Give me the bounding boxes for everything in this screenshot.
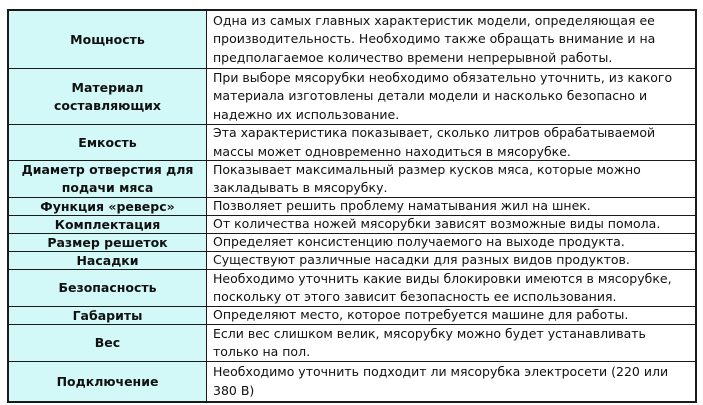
- term-label: Насадки: [76, 252, 139, 268]
- term-label: Габариты: [72, 307, 143, 323]
- term-cell: [9, 362, 207, 401]
- term-label: Размер решеток: [47, 234, 168, 250]
- term-cell: [9, 161, 207, 197]
- description-cell: [207, 69, 695, 124]
- description-text: Необходимо уточнить какие виды блокировки имеются в мясорубке, поскольку от этого зависит безопасность ее использования.: [213, 270, 672, 304]
- table-row: [9, 361, 695, 401]
- table-row: [9, 124, 695, 160]
- term-label: Вес: [94, 335, 121, 350]
- description-text: Эта характеристика показывает, сколько литров обрабатываемой массы может одновременно находиться в мясорубке.: [213, 125, 656, 159]
- description-cell: [207, 216, 695, 233]
- description-text: Позволяет решить проблему наматывания жил на шнек.: [213, 198, 591, 214]
- term-cell: [9, 198, 207, 215]
- term-cell: [9, 325, 207, 361]
- table-row: [9, 324, 695, 361]
- term-cell: [9, 252, 207, 269]
- term-label: Комплектация: [54, 216, 161, 232]
- term-cell: [9, 69, 207, 124]
- table-row: [9, 306, 695, 324]
- term-label: Безопасность: [58, 280, 157, 295]
- description-cell: [207, 161, 695, 197]
- description-text: Существуют различные насадки для разных видов продуктов.: [213, 252, 630, 268]
- description-cell: [207, 198, 695, 215]
- meat-grinder-spec-table: [7, 9, 697, 403]
- description-text: Определяют место, которое потребуется машине для работы.: [213, 307, 629, 323]
- description-cell: [207, 11, 695, 68]
- term-label: Мощность: [70, 31, 145, 47]
- description-cell: [207, 252, 695, 269]
- term-label: Подключение: [56, 373, 159, 389]
- description-cell: [207, 125, 695, 160]
- table-row: [9, 160, 695, 197]
- description-text: От количества ножей мясорубки зависят возможные виды помола.: [213, 216, 661, 232]
- table-row: [9, 251, 695, 269]
- description-text: При выборе мясорубки необходимо обязательно уточнить, из какого материала изготовлены детали модели и насколько безопасно и надежно их использование.: [213, 69, 673, 122]
- table-row: [9, 11, 695, 68]
- term-cell: [9, 307, 207, 324]
- term-label: Емкость: [78, 134, 137, 150]
- description-text: Одна из самых главных характеристик модели, определяющая ее производительность. Необходимо также обращать внимание и на предполагаемое количество времени непрерывной работы.: [213, 12, 656, 65]
- description-cell: [207, 270, 695, 306]
- description-text: Определяет консистенцию получаемого на выходе продукта.: [213, 234, 625, 250]
- table-row: [9, 197, 695, 215]
- description-text: Показывает максимальный размер кусков мяса, которые можно закладывать в мясорубку.: [213, 161, 641, 195]
- description-cell: [207, 325, 695, 361]
- term-cell: [9, 270, 207, 306]
- term-cell: [9, 234, 207, 251]
- description-cell: [207, 234, 695, 251]
- description-text: Необходимо уточнить подходит ли мясорубка электросети (220 или 380 В): [213, 364, 669, 398]
- description-cell: [207, 362, 695, 401]
- description-cell: [207, 307, 695, 324]
- table-row: [9, 215, 695, 233]
- term-label: Диаметр отверстия для подачи мяса: [21, 162, 194, 195]
- description-text: Если вес слишком велик, мясорубку можно будет устанавливать только на пол.: [213, 325, 646, 359]
- term-label: Материал составляющих: [54, 79, 161, 113]
- table-row: [9, 68, 695, 124]
- term-cell: [9, 11, 207, 68]
- term-cell: [9, 216, 207, 233]
- table-row: [9, 233, 695, 251]
- term-label: Функция «реверс»: [40, 198, 175, 214]
- table-row: [9, 269, 695, 306]
- term-cell: [9, 125, 207, 160]
